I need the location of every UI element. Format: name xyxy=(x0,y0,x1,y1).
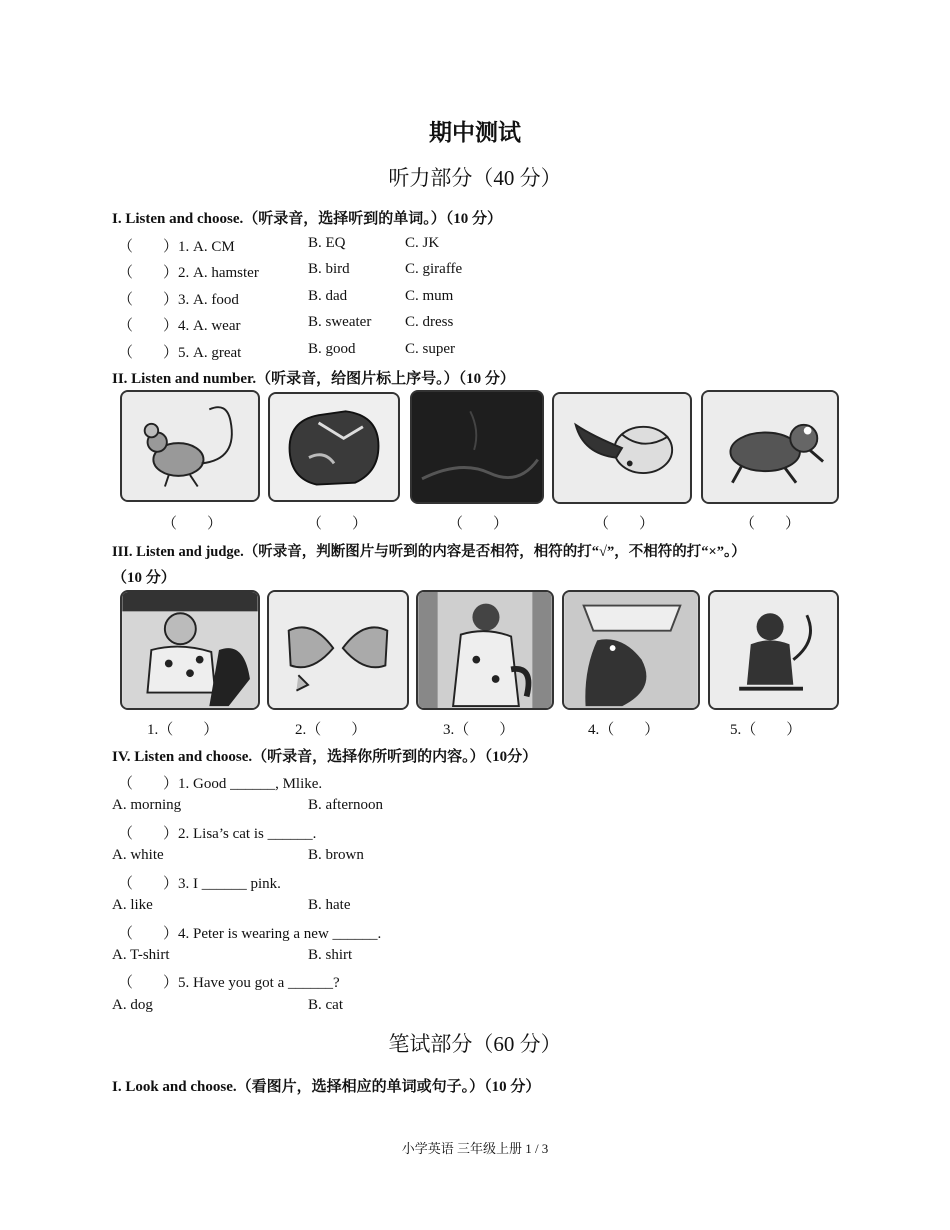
question-text: （ ）4. Peter is wearing a new ______. xyxy=(118,926,382,942)
option-a: A. white xyxy=(112,847,164,863)
option-b: B. cat xyxy=(308,997,343,1013)
tadpole-picture xyxy=(552,392,692,504)
answer-blank: 3.（ ） xyxy=(443,722,515,738)
section-3-score: （10 分） xyxy=(112,570,176,586)
section-1-heading: I. Listen and choose.（听录音，选择听到的单词。）（10 分） xyxy=(112,211,503,227)
cat-picture xyxy=(562,590,700,710)
question-option-c: C. dress xyxy=(405,314,454,330)
section-2-heading: II. Listen and number.（听录音，给图片标上序号。）（10 分） xyxy=(112,371,515,387)
option-b: B. hate xyxy=(308,897,351,913)
answer-blank: 2.（ ） xyxy=(295,722,367,738)
two-fish-picture xyxy=(267,590,409,710)
question-option-b: B. EQ xyxy=(308,235,346,251)
question-option-c: C. mum xyxy=(405,288,454,304)
question-text: （ ）5. Have you got a ______? xyxy=(118,975,340,991)
written-section-title: 笔试部分（60 分） xyxy=(388,1032,562,1056)
section-4-heading: IV. Listen and choose.（听录音，选择你所听到的内容。）（10分） xyxy=(112,749,538,765)
question-text: （ ）2. Lisa’s cat is ______. xyxy=(118,826,317,842)
question-option-b: B. sweater xyxy=(308,314,372,330)
option-b: B. brown xyxy=(308,847,364,863)
question-option-c: C. super xyxy=(405,341,455,357)
monkey-picture xyxy=(708,590,839,710)
question-option-a: （ ）3. A. food xyxy=(118,292,239,308)
question-text: （ ）1. Good ______, Mlike. xyxy=(118,776,323,792)
frog-picture xyxy=(701,390,839,504)
answer-blank: （ ） xyxy=(307,516,368,532)
option-a: A. morning xyxy=(112,797,182,813)
answer-blank: （ ） xyxy=(448,516,509,532)
section-3-heading: III. Listen and judge.（听录音，判断图片与听到的内容是否相符，相符的打“√”，不相符的打“×”。） xyxy=(112,544,746,560)
question-option-a: （ ）5. A. great xyxy=(118,345,242,361)
answer-blank: 1.（ ） xyxy=(147,722,219,738)
option-a: A. dog xyxy=(112,997,153,1013)
girl-with-cat-picture-2 xyxy=(416,590,554,710)
question-option-a: （ ）2. A. hamster xyxy=(118,265,259,281)
rock-picture xyxy=(268,392,400,502)
option-a: A. T-shirt xyxy=(112,947,170,963)
option-a: A. like xyxy=(112,897,153,913)
question-option-a: （ ）4. A. wear xyxy=(118,318,241,334)
question-option-a: （ ）1. A. CM xyxy=(118,239,235,255)
mouse-picture xyxy=(120,390,260,502)
option-b: B. afternoon xyxy=(308,797,383,813)
listening-section-title: 听力部分（40 分） xyxy=(388,166,562,190)
question-option-c: C. JK xyxy=(405,235,440,251)
dark-picture xyxy=(410,390,544,504)
answer-blank: （ ） xyxy=(740,516,801,532)
option-b: B. shirt xyxy=(308,947,353,963)
question-option-c: C. giraffe xyxy=(405,261,463,277)
answer-blank: 5.（ ） xyxy=(730,722,802,738)
question-option-b: B. dad xyxy=(308,288,348,304)
answer-blank: 4.（ ） xyxy=(588,722,660,738)
answer-blank: （ ） xyxy=(162,516,223,532)
question-text: （ ）3. I ______ pink. xyxy=(118,876,281,892)
girl-with-cat-picture xyxy=(120,590,260,710)
page-footer: 小学英语 三年级上册 1 / 3 xyxy=(401,1141,549,1156)
section-5-heading: I. Look and choose.（看图片，选择相应的单词或句子。）（10 分） xyxy=(112,1079,541,1095)
page-title: 期中测试 xyxy=(429,120,521,145)
question-option-b: B. good xyxy=(308,341,356,357)
question-option-b: B. bird xyxy=(308,261,350,277)
answer-blank: （ ） xyxy=(594,516,655,532)
